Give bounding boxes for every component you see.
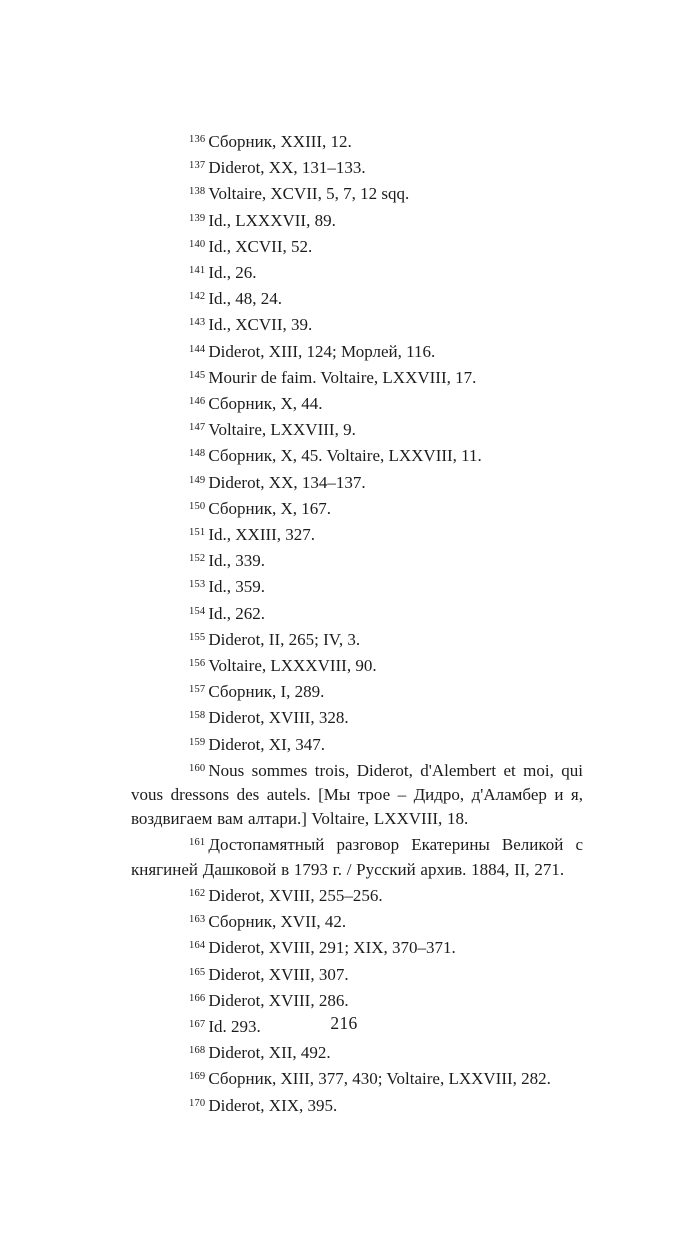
endnote-text: Nous sommes trois, Diderot, d'Alembert et moi, qui vous dressons des autels. [Мы трое – Дидро, д'Аламбер и я, воздвигаем вам алтари.] Voltaire, LXXVIII, 18. [131,760,583,829]
endnote [189,207,583,233]
endnote-number: 144 [189,343,206,355]
endnote [131,757,583,832]
endnote-number: 140 [189,238,206,250]
endnote [189,961,583,987]
endnote-text: Id., XCVII, 52. [208,236,313,256]
endnote [189,338,583,364]
endnote-text: Сборник, XVII, 42. [208,912,347,932]
endnote-number: 152 [189,553,206,565]
endnote-text: Id., XCVII, 39. [208,315,313,335]
endnote [189,934,583,960]
endnote-number: 164 [189,940,206,952]
endnote-text: Diderot, II, 265; IV, 3. [208,629,361,649]
endnote-number: 155 [189,631,206,643]
endnote-number: 143 [189,317,206,329]
endnote [189,987,583,1013]
endnote-text: Diderot, XIII, 124; Морлей, 116. [208,341,436,361]
endnote [189,652,583,678]
endnote [189,573,583,599]
endnote-number: 153 [189,579,206,591]
endnote-number: 142 [189,291,206,303]
endnote [189,882,583,908]
endnote-text: Id., 262. [208,603,266,623]
endnote-text: Сборник, XIII, 377, 430; Voltaire, LXXVIII, 282. [208,1069,551,1089]
endnote [189,469,583,495]
endnote [189,233,583,259]
endnote-number: 166 [189,992,206,1004]
endnote [189,704,583,730]
endnote-text: Voltaire, LXXVIII, 9. [208,420,356,440]
endnote-text: Diderot, XVIII, 307. [208,964,349,984]
endnote [189,600,583,626]
endnote [189,678,583,704]
endnotes-list [131,128,583,1118]
endnote-number: 148 [189,448,206,460]
endnote-text: Сборник, X, 167. [208,498,332,518]
endnote-text: Id., 339. [208,551,266,571]
endnote [189,908,583,934]
endnote-number: 145 [189,369,206,381]
endnote [189,390,583,416]
endnote-text: Diderot, XIX, 395. [208,1095,338,1115]
endnote-number: 136 [189,134,206,145]
endnote-text: Voltaire, LXXXVIII, 90. [208,656,377,676]
endnote [189,180,583,206]
endnote-number: 156 [189,658,206,670]
endnote [189,311,583,337]
endnote-number: 151 [189,527,206,539]
endnote [189,1039,583,1065]
endnote-number: 169 [189,1071,206,1083]
endnote-number: 137 [189,160,206,172]
endnote-text: Mourir de faim. Voltaire, LXXVIII, 17. [208,367,477,387]
endnote-number: 167 [189,1018,206,1030]
endnote-number: 161 [189,837,206,849]
endnote-text: Diderot, XVIII, 328. [208,708,349,728]
endnote [189,1065,583,1091]
endnote [189,1092,583,1118]
endnote-number: 165 [189,966,206,978]
endnote [189,626,583,652]
endnote-number: 160 [189,762,206,774]
endnote-number: 158 [189,710,206,722]
endnote [189,547,583,573]
endnote-number: 149 [189,474,206,486]
endnote-text: Diderot, XI, 347. [208,734,325,754]
endnote-number: 141 [189,265,206,277]
endnote-text: Diderot, XVIII, 255–256. [208,885,383,905]
page-number: 216 [330,1013,358,1033]
endnote [189,285,583,311]
endnote-number: 154 [189,605,206,617]
endnote-text: Diderot, XII, 492. [208,1043,331,1063]
endnote-number: 157 [189,684,206,696]
endnote-number: 147 [189,422,206,434]
endnote-text: Сборник, I, 289. [208,682,325,702]
endnote-number: 159 [189,736,206,748]
endnote-text: Diderot, XVIII, 286. [208,990,349,1010]
endnote-text: Id., 359. [208,577,266,597]
endnote-number: 138 [189,186,206,198]
endnote-text: Достопамятный разговор Екатерины Великой с княгиней Дашковой в 1793 г. / Русский архив. 1884, II, 271. [131,835,583,879]
endnote [189,416,583,442]
endnote-text: Voltaire, XCVII, 5, 7, 12 sqq. [208,184,410,204]
endnote [189,495,583,521]
endnote [189,521,583,547]
endnote [189,442,583,468]
endnote-text: Id., 48, 24. [208,289,283,309]
endnote [189,154,583,180]
endnote-number: 168 [189,1045,206,1057]
endnote [189,128,583,154]
endnote-text: Diderot, XVIII, 291; XIX, 370–371. [208,938,456,958]
endnote-text: Сборник, XXIII, 12. [208,132,352,151]
endnote-text: Сборник, X, 45. Voltaire, LXXVIII, 11. [208,446,482,466]
endnote [189,364,583,390]
endnote-text: Diderot, XX, 131–133. [208,158,366,178]
endnote [189,259,583,285]
endnote [189,731,583,757]
endnote [131,831,583,881]
endnote-text: Сборник, X, 44. [208,394,323,414]
endnote-number: 163 [189,914,206,926]
endnote-number: 150 [189,500,206,512]
endnote-number: 162 [189,887,206,899]
endnote-text: Id. 293. [208,1016,261,1036]
endnote-text: Id., LXXXVII, 89. [208,210,336,230]
endnote-number: 170 [189,1097,206,1109]
endnote-text: Diderot, XX, 134–137. [208,472,366,492]
endnote-text: Id., XXIII, 327. [208,525,316,545]
endnote-number: 139 [189,212,206,224]
endnote-number: 146 [189,396,206,408]
endnote-text: Id., 26. [208,263,257,283]
